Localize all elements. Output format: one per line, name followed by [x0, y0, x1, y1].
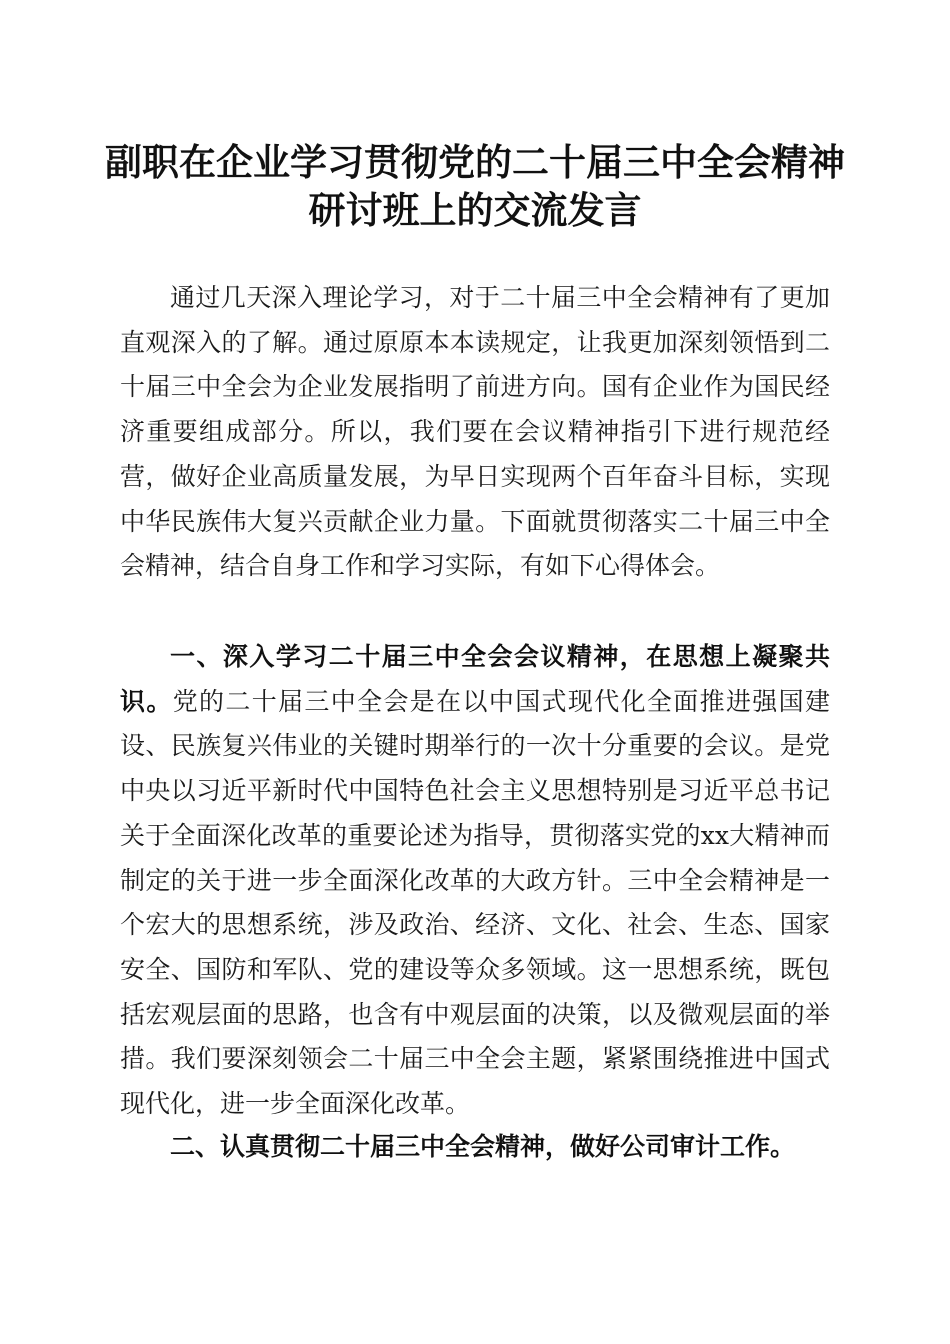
document-title-line-1: 副职在企业学习贯彻党的二十届三中全会精神	[105, 140, 845, 184]
section-1-heading: 一、深入学习二十届三中全会会议精神，在思想上凝聚共识。	[120, 642, 830, 716]
section-2-heading: 二、认真贯彻二十届三中全会精神，做好公司审计工作。	[170, 1132, 796, 1161]
section-1-body: 党的二十届三中全会是在以中国式现代化全面推进强国建设、民族复兴伟业的关键时期举行的一次十分重要的会议。是党中央以习近平新时代中国特色社会主义思想特别是习近平总书记关于全面深化改革的重要论述为指导，贯彻落实党的xx大精神而制定的关于进一步全面深化改革的大政方针。三中全会精神是一个宏大的思想系统，涉及政治、经济、文化、社会、生态、国家安全、国防和军队、党的建设等众多领域。这一思想系统，既包括宏观层面的思路，也含有中观层面的决策，以及微观层面的举措。我们要深刻领会二十届三中全会主题，紧紧围绕推进中国式现代化，进一步全面深化改革。	[120, 686, 830, 1119]
section-1-paragraph	[120, 635, 830, 1127]
document-title-line-2: 研讨班上的交流发言	[308, 188, 642, 232]
intro-paragraph: 通过几天深入理论学习，对于二十届三中全会精神有了更加直观深入的了解。通过原原本本读规定，让我更加深刻领悟到二十届三中全会为企业发展指明了前进方向。国有企业作为国民经济重要组成部分。所以，我们要在会议精神指引下进行规范经营，做好企业高质量发展，为早日实现两个百年奋斗目标，实现中华民族伟大复兴贡献企业力量。下面就贯彻落实二十届三中全会精神，结合自身工作和学习实际，有如下心得体会。	[120, 283, 830, 581]
